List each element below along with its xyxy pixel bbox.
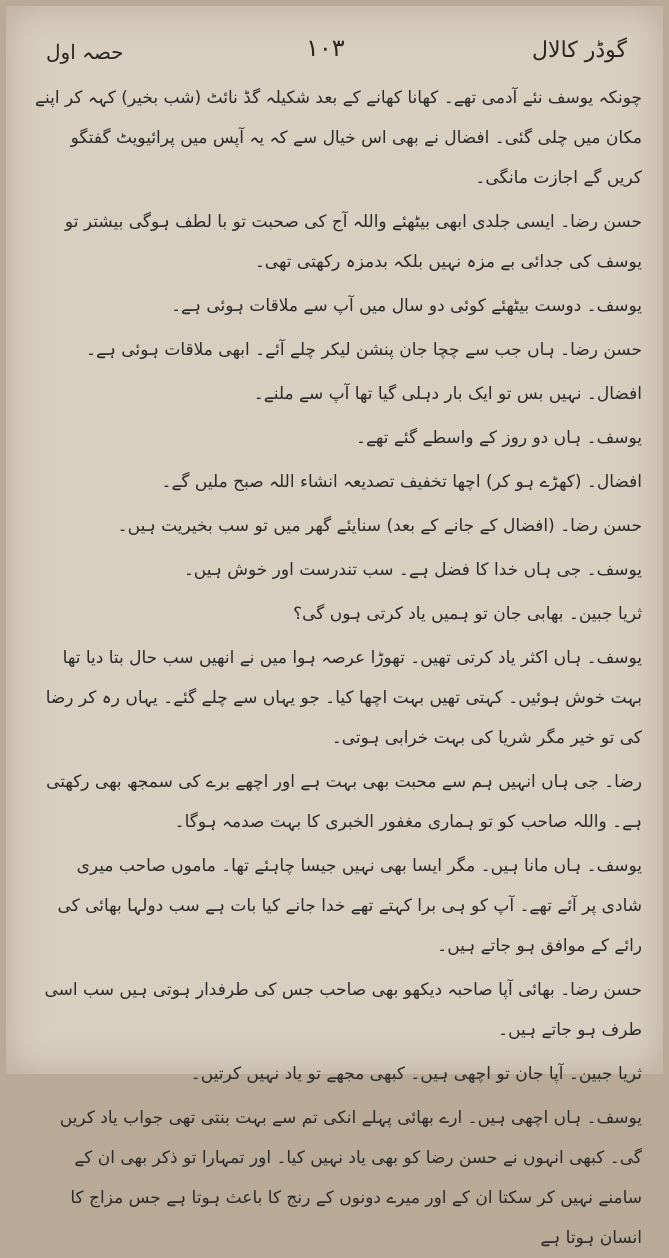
paragraph: ثریا جبین۔ آپا جان تو اچھی ہیں۔ کبھی مجھے تو یاد نہیں کرتیں۔	[190, 1064, 642, 1084]
paragraph: یوسف۔ دوست بیٹھئے کوئی دو سال میں آپ سے ملاقات ہوئی ہے۔	[171, 296, 642, 316]
paragraph: یوسف۔ ہاں اچھی ہیں۔ ارے بھائی پہلے انکی تم سے بہت بنتی تھی جواب یاد کریں گی۔ کبھی انہوں نے حسن رضا کو بھی یاد نہیں کیا۔ اور تمہارا تو ذکر بھی ان کے سامنے نہیں کر سکتا ان کے اور میرے دونوں کے رنج کا باعث ہوتا ہے جس مزاج کا انسان ہوتا ہے	[59, 1108, 642, 1248]
paragraph: یوسف۔ جی ہاں خدا کا فضل ہے۔ سب تندرست اور خوش ہیں۔	[183, 560, 642, 580]
book-title: گوڈر کالال	[532, 38, 627, 63]
page-body	[32, 78, 642, 1258]
section-label: حصہ اول	[46, 40, 124, 64]
paragraph: رضا۔ جی ہاں انہیں ہم سے محبت بھی بہت ہے اور اچھے برے کی سمجھ بھی رکھتی ہے۔ واللہ صاحب کو تو ہماری مغفور الخبری کا بہت صدمہ ہوگا۔	[46, 772, 642, 832]
paragraph: افضال۔ نہیں بس تو ایک بار دہلی گیا تھا آپ سے ملنے۔	[253, 384, 642, 404]
paragraph: افضال۔ (کھڑے ہو کر) اچھا تخفیف تصدیعہ انشاء اللہ صبح ملیں گے۔	[161, 472, 642, 492]
paragraph: یوسف۔ ہاں اکثر یاد کرتی تھیں۔ تھوڑا عرصہ ہوا میں نے انھیں سب حال بتا دیا تھا بہت خوش ہوئیں۔ کہتی تھیں بہت اچھا کیا۔ جو یہاں سے چلے گئے۔ یہاں رہ کر رضا کی تو خیر مگر شریا کی بہت خرابی ہوتی۔	[45, 648, 642, 748]
paragraph: ثریا جبین۔ بھابی جان تو ہمیں یاد کرتی ہوں گی؟	[293, 604, 642, 624]
paragraph: حسن رضا۔ ایسی جلدی ابھی بیٹھئے واللہ آج کی صحبت تو با لطف ہوگی بیشتر تو یوسف کی جدائی بے مزہ نہیں بلکہ بدمزہ رکھتی تھی۔	[64, 212, 642, 272]
page-header	[6, 34, 663, 74]
paragraph: یوسف۔ ہاں مانا ہیں۔ مگر ایسا بھی نہیں جیسا چاہئے تھا۔ ماموں صاحب میری شادی پر آئے تھے۔ آپ کو ہی برا کہتے تھے خدا جانے کیا بات ہے سب دولہا بھائی کی رائے کے موافق ہو جاتے ہیں۔	[57, 856, 642, 956]
paragraph: حسن رضا۔ ہاں جب سے چچا جان پنشن لیکر چلے آئے۔ ابھی ملاقات ہوئی ہے۔	[86, 340, 642, 360]
paragraph: حسن رضا۔ (افضال کے جانے کے بعد) سنایئے گھر میں تو سب بخیریت ہیں۔	[117, 516, 642, 536]
paragraph: یوسف۔ ہاں دو روز کے واسطے گئے تھے۔	[356, 428, 642, 448]
paragraph: حسن رضا۔ بھائی آپا صاحبہ دیکھو بھی صاحب جس کی طرفدار ہوتی ہیں سب اسی طرف ہو جاتے ہیں۔	[44, 980, 642, 1040]
page-number: ۱۰۳	[306, 34, 345, 62]
book-page	[6, 6, 663, 1248]
paragraph: چونکہ یوسف نئے آدمی تھے۔ کھانا کھانے کے بعد شکیلہ گڈ نائٹ (شب بخیر) کہہ کر اپنے مکان میں چلی گئی۔ افضال نے بھی اس خیال سے کہ یہ آپس میں پرائیویٹ گفتگو کریں گے اجازت مانگی۔	[35, 88, 642, 188]
